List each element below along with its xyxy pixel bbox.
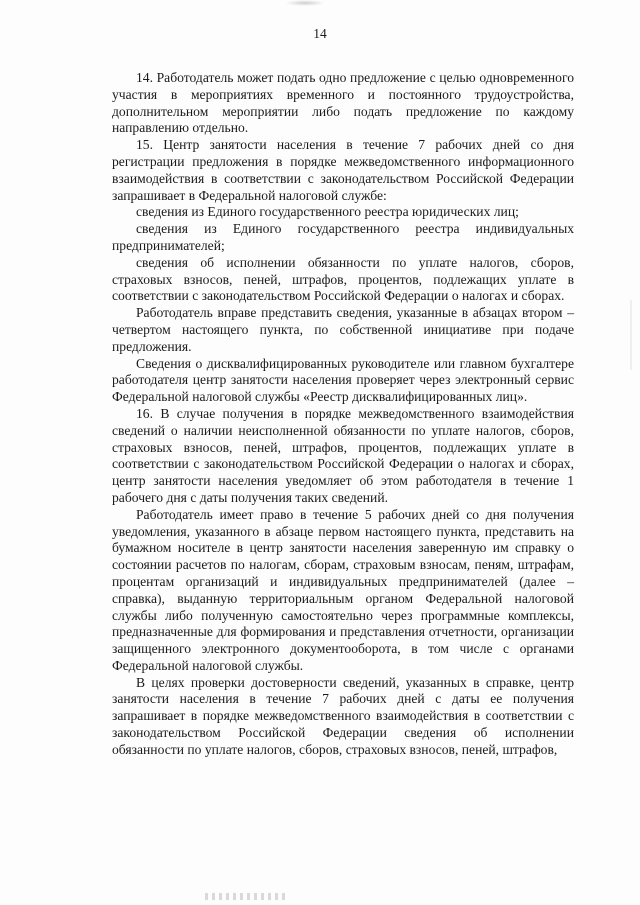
page-number: 14 <box>313 26 327 41</box>
paragraph-16-certificate: Работодатель имеет право в течение 5 рабочих дней со дня получения уведомления, указанного в абзаце первом настоящего пункта, представить на бумажном носителе в центр занятости населения заверенную им справку о состоянии расчетов по налогам, сборам, страховым взносам, пеням, штрафам, процентам организаций и индивидуальных предпринимателей (далее – справка), выданную территориальным органом Федеральной налоговой службы либо полученную самостоятельно через программные комплексы, предназначенные для формирования и представления отчетности, организации защищенного электронного документооборота, в том числе с органами Федеральной налоговой службы. <box>112 506 574 673</box>
paragraph-14: 14. Работодатель может подать одно предложение с целью одновременного участия в мероприятиях временного и постоянного трудоустройства, дополнительном мероприятии либо подать предложение по каждому направлению отдельно. <box>112 70 574 136</box>
paragraph-15: 15. Центр занятости населения в течение 7 рабочих дней со дня регистрации предложения в порядке межведомственного информационного взаимодействия в соответствии с законодательством Российской Федерации запрашивает в Федеральной налоговой службе: <box>112 137 574 203</box>
paragraph-15-item-tax-obligations: сведения об исполнении обязанности по уплате налогов, сборов, страховых взносов, пеней, штрафов, процентов, подлежащих уплате в соответствии с законодательством Российской Федерации о налогах и сборах. <box>112 254 574 304</box>
paragraph-16-verification: В целях проверки достоверности сведений, указанных в справке, центр занятости населения в течение 7 рабочих дней с даты ее получения запрашивает в порядке межведомственного взаимодействия в соответствии с законодательством Российской Федерации сведения об исполнении обязанности по уплате налогов, сборов, страховых взносов, пеней, штрафов, <box>112 674 574 757</box>
scan-artifact-bottom <box>205 893 285 900</box>
paragraph-15-item-entrepreneurs: сведения из Единого государственного реестра индивидуальных предпринимателей; <box>112 221 574 253</box>
paragraph-15-item-legal-entities: сведения из Единого государственного реестра юридических лиц; <box>136 204 519 220</box>
paragraph-15-own-initiative: Работодатель вправе представить сведения, указанные в абзацах втором – четвертом настоящего пункта, по собственной инициативе при подаче предложения. <box>112 305 574 354</box>
paragraph-15-disqualified: Сведения о дисквалифицированных руководителе или главном бухгалтере работодателя центр занятости населения проверяет через электронный сервис Федеральной налоговой службы «Реестр дисквалифицированных лиц». <box>112 355 574 405</box>
scan-artifact-right <box>630 300 632 370</box>
scan-artifact-top <box>285 0 325 6</box>
paragraph-16: 16. В случае получения в порядке межведомственного взаимодействия сведений о наличии неисполненной обязанности по уплате налогов, сборов, страховых взносов, пеней, штрафов, процентов, подлежащих уплате в соответствии с законодательством Российской Федерации о налогах и сборах, центр занятости населения уведомляет об этом работодателя в течение 1 рабочего дня с даты получения таких сведений. <box>112 405 574 505</box>
document-body <box>112 70 574 759</box>
